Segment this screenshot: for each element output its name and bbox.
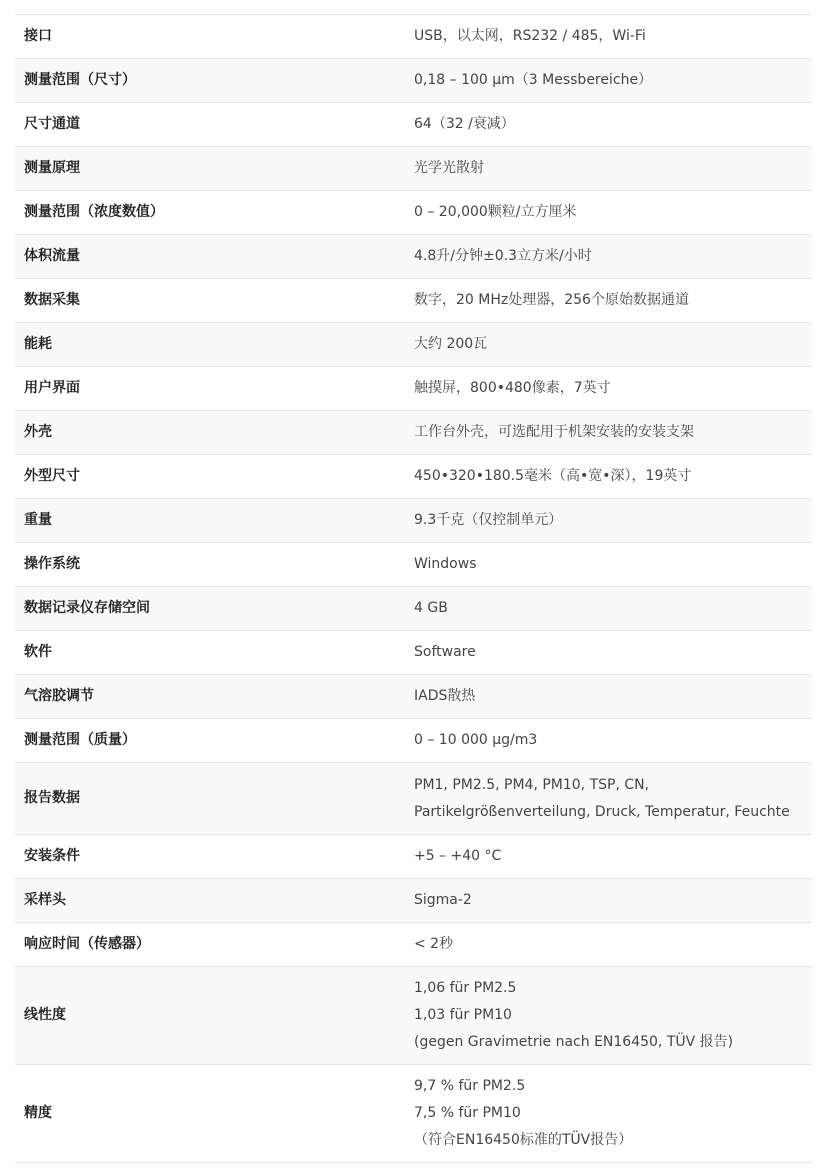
spec-label: 接口 xyxy=(24,28,52,44)
spec-row xyxy=(15,499,812,543)
spec-value xyxy=(414,147,812,191)
spec-value-line: IADS散热 xyxy=(414,688,476,704)
spec-row xyxy=(15,631,812,675)
spec-row xyxy=(15,147,812,191)
spec-row xyxy=(15,455,812,499)
spec-value xyxy=(414,103,812,147)
spec-label: 软件 xyxy=(24,644,52,660)
spec-label: 安装条件 xyxy=(24,848,80,864)
spec-value xyxy=(414,543,812,587)
spec-label: 重量 xyxy=(24,512,52,528)
spec-value-line: USB，以太网，RS232 / 485，Wi-Fi xyxy=(414,28,646,44)
spec-label: 数据采集 xyxy=(24,292,80,308)
spec-label: 外型尺寸 xyxy=(24,468,80,484)
spec-value-line: 触摸屏，800•480像素，7英寸 xyxy=(414,380,611,396)
spec-value xyxy=(414,15,812,59)
spec-value xyxy=(414,59,812,103)
spec-row xyxy=(15,923,812,967)
spec-label: 测量范围（质量） xyxy=(24,732,136,748)
spec-value-line: 7,5 % für PM10 xyxy=(414,1105,521,1121)
spec-value-line: 9,7 % für PM2.5 xyxy=(414,1078,526,1094)
spec-label: 测量范围（尺寸） xyxy=(24,72,136,88)
spec-value xyxy=(414,923,812,967)
spec-value-line: 450•320•180.5毫米（高•宽•深），19英寸 xyxy=(414,468,692,484)
spec-value-line: Sigma-2 xyxy=(414,892,472,908)
spec-value xyxy=(414,587,812,631)
spec-label: 体积流量 xyxy=(24,248,80,264)
spec-label: 用户界面 xyxy=(24,380,80,396)
spec-value-line: Partikelgrößenverteilung, Druck, Temperatur, Feuchte xyxy=(414,803,790,820)
spec-value-line: 0 – 20,000颗粒/立方厘米 xyxy=(414,204,577,220)
spec-value xyxy=(414,323,812,367)
spec-table-body xyxy=(15,15,812,1163)
spec-value-line: （符合EN16450标准的TÜV报告） xyxy=(414,1132,633,1148)
spec-value-line: 大约 200瓦 xyxy=(414,336,488,352)
spec-row xyxy=(15,367,812,411)
spec-value-line: (gegen Gravimetrie nach EN16450, TÜV 报告) xyxy=(414,1034,734,1050)
spec-value-line: 工作台外壳，可选配用于机架安装的安装支架 xyxy=(414,424,694,440)
spec-row xyxy=(15,15,812,59)
spec-value xyxy=(414,763,812,835)
spec-value-line: 1,03 für PM10 xyxy=(414,1007,512,1023)
spec-row xyxy=(15,103,812,147)
spec-value-line: 4.8升/分钟±0.3立方米/小时 xyxy=(414,248,592,264)
spec-value xyxy=(414,1065,812,1163)
spec-row xyxy=(15,323,812,367)
spec-label: 测量范围（浓度数值） xyxy=(24,204,164,220)
spec-row xyxy=(15,835,812,879)
spec-row xyxy=(15,587,812,631)
spec-row xyxy=(15,763,812,835)
spec-value-line: 1,06 für PM2.5 xyxy=(414,980,517,996)
spec-value-line: PM1, PM2.5, PM4, PM10, TSP, CN, xyxy=(414,776,650,793)
spec-row xyxy=(15,879,812,923)
spec-value xyxy=(414,411,812,455)
spec-row xyxy=(15,279,812,323)
spec-row xyxy=(15,1065,812,1163)
spec-value xyxy=(414,835,812,879)
spec-value xyxy=(414,879,812,923)
spec-value xyxy=(414,367,812,411)
spec-value-line: Windows xyxy=(414,556,477,572)
spec-row xyxy=(15,59,812,103)
spec-value-line: 数字，20 MHz处理器，256个原始数据通道 xyxy=(414,292,689,308)
spec-row xyxy=(15,543,812,587)
spec-label: 测量原理 xyxy=(24,160,80,176)
spec-row xyxy=(15,235,812,279)
spec-label: 响应时间（传感器） xyxy=(24,936,150,952)
spec-label: 线性度 xyxy=(24,1007,66,1023)
spec-row xyxy=(15,967,812,1065)
spec-value xyxy=(414,235,812,279)
spec-label: 外壳 xyxy=(24,424,52,440)
spec-label: 报告数据 xyxy=(24,790,80,806)
spec-value xyxy=(414,675,812,719)
spec-row xyxy=(15,675,812,719)
spec-label: 精度 xyxy=(24,1105,52,1121)
spec-label: 操作系统 xyxy=(24,556,80,572)
spec-value xyxy=(414,499,812,543)
spec-label: 数据记录仪存储空间 xyxy=(24,600,150,616)
spec-value-line: 4 GB xyxy=(414,600,448,616)
spec-label: 气溶胶调节 xyxy=(24,688,94,704)
spec-value xyxy=(414,967,812,1065)
spec-label: 尺寸通道 xyxy=(24,116,80,132)
spec-row xyxy=(15,411,812,455)
spec-value xyxy=(414,631,812,675)
spec-row xyxy=(15,719,812,763)
spec-label: 采样头 xyxy=(24,892,66,908)
spec-value xyxy=(414,719,812,763)
spec-label: 能耗 xyxy=(24,336,52,352)
spec-value xyxy=(414,279,812,323)
spec-value-line: < 2秒 xyxy=(414,936,454,952)
spec-table xyxy=(15,14,812,1163)
spec-value-line: 64（32 /衰减） xyxy=(414,116,515,132)
spec-value-line: 光学光散射 xyxy=(414,160,484,176)
spec-value xyxy=(414,191,812,235)
spec-value-line: +5 – +40 °C xyxy=(414,848,502,864)
spec-value-line: 9.3千克（仅控制单元） xyxy=(414,512,563,528)
spec-value-line: Software xyxy=(414,644,476,660)
spec-value xyxy=(414,455,812,499)
spec-value-line: 0 – 10 000 µg/m3 xyxy=(414,732,538,748)
spec-value-line: 0,18 – 100 µm（3 Messbereiche） xyxy=(414,72,653,88)
spec-row xyxy=(15,191,812,235)
